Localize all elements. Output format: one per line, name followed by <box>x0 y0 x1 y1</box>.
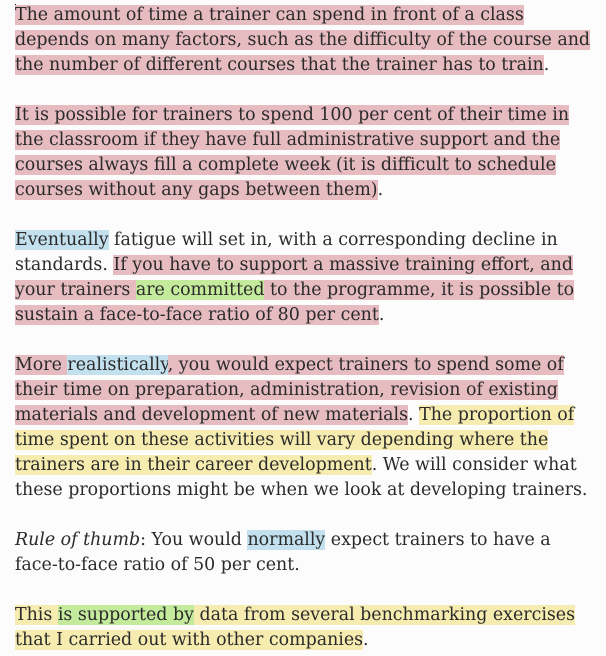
text-run: . <box>408 405 420 425</box>
highlight-red: to the programme, it is possible to sustain a face-to-face ratio of 80 per cent <box>15 280 575 325</box>
text-run: . We will consider what these proportions might be when we look at developing trainers. <box>15 455 588 500</box>
highlight-red: , you would expect trainers to spend some of their time on preparation, administration, revision of existing materials and development of new materials <box>15 355 564 425</box>
text-run: Rule of thumb <box>15 530 141 550</box>
highlight-red: If you have to support a massive training effort, and your trainers <box>15 255 574 300</box>
highlight-yellow: The proportion of time spent on these activities will vary depending where the trainers are in their career development <box>15 405 575 475</box>
highlight-blue: realistically <box>67 355 168 375</box>
highlight-red: More <box>15 355 68 375</box>
highlight-red: It is possible for trainers to spend 100 per cent of their time in the classroom if they have full administrative support and the courses always fill a complete week (it is difficult to schedule courses without any gaps between them) <box>15 105 570 200</box>
highlight-blue: normally <box>247 530 326 550</box>
highlight-yellow: This <box>15 605 58 625</box>
paragraph <box>15 528 592 578</box>
paragraph <box>15 353 592 503</box>
text-run: . <box>378 305 385 325</box>
text-run: expect trainers to have a face-to-face ratio of 50 per cent. <box>15 530 551 575</box>
paragraph <box>15 103 592 203</box>
highlight-blue: Eventually <box>15 230 109 250</box>
highlight-yellow: data from several benchmarking exercises that I carried out with other companies <box>15 605 576 650</box>
text-run: fatigue will set in, with a corresponding decline in standards. <box>15 230 558 275</box>
paragraph <box>15 603 592 653</box>
text-run: . <box>377 180 384 200</box>
paragraph <box>15 228 592 328</box>
text-run: . <box>543 55 550 75</box>
text-run: . <box>363 630 369 650</box>
text-run: : You would <box>140 530 248 550</box>
highlight-green: are committed <box>135 280 265 300</box>
highlight-green: is supported by <box>57 605 194 625</box>
highlight-red: The amount of time a trainer can spend in front of a class depends on many factors, such as the difficulty of the course and the number of different courses that the trainer has to train <box>15 5 591 75</box>
paragraph <box>15 3 592 78</box>
